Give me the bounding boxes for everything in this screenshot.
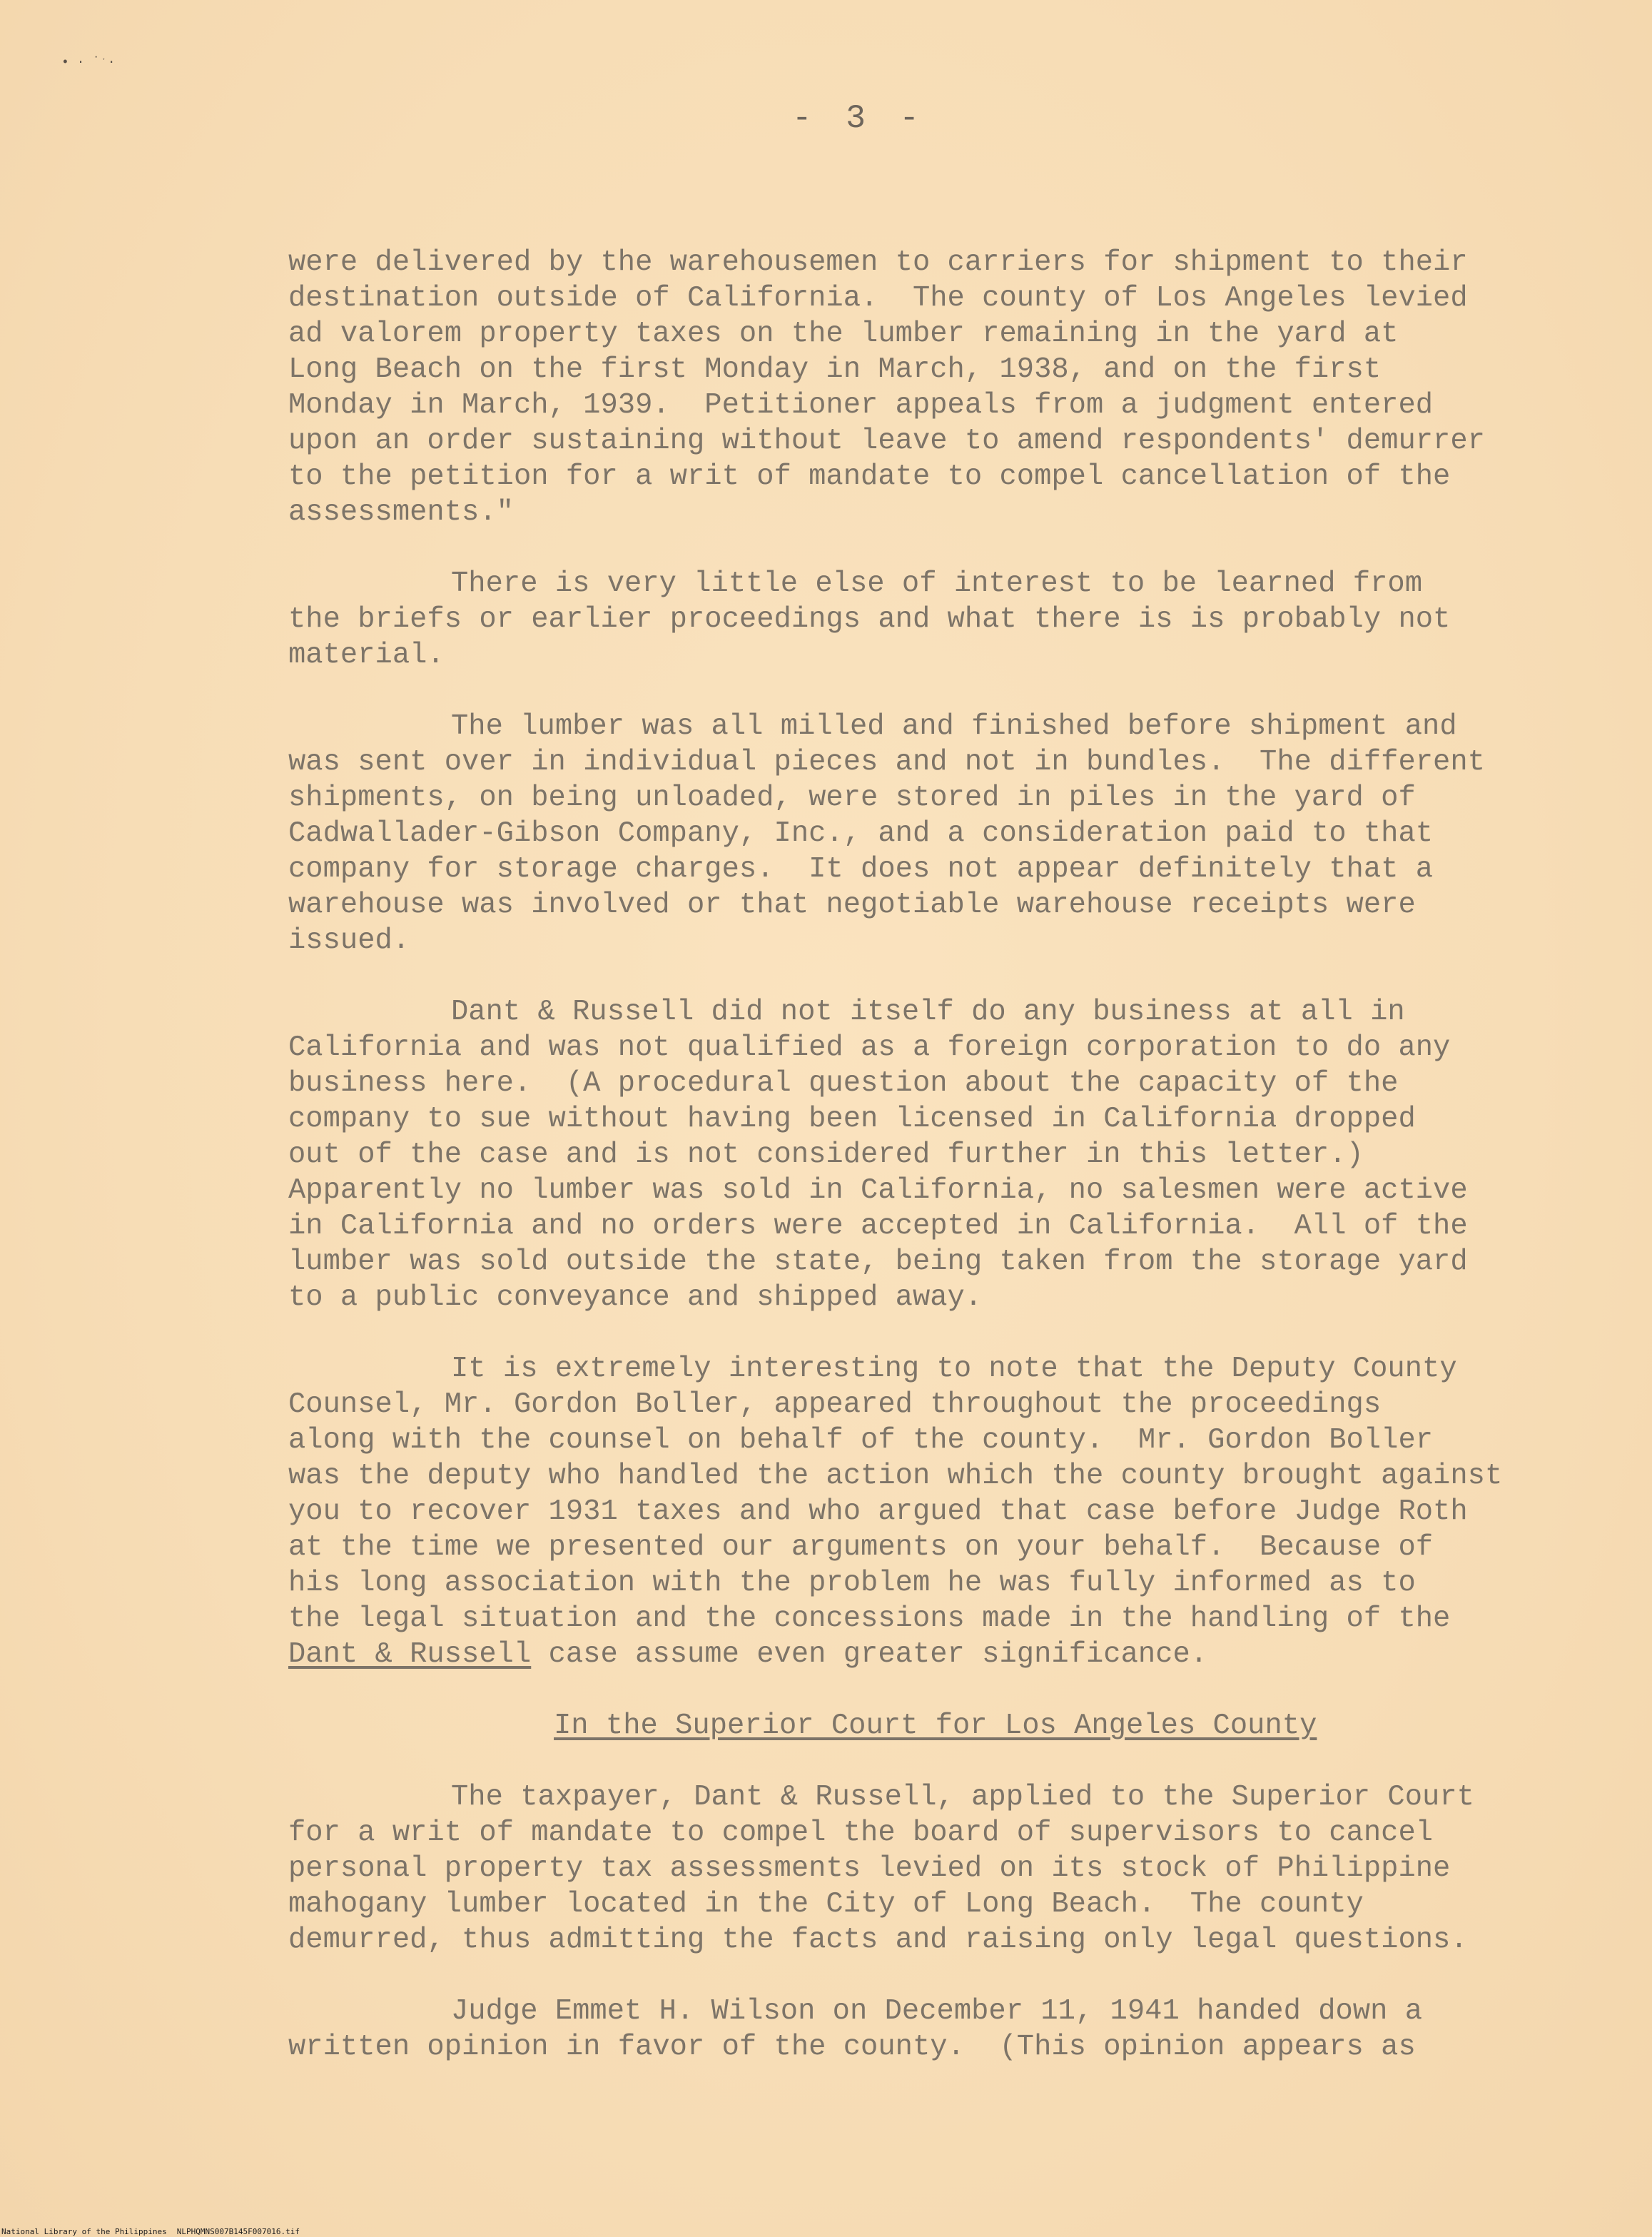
text-line: ad valorem property taxes on the lumber remaining in the yard at [288, 318, 1399, 350]
text-line: you to recover 1931 taxes and who argued that case before Judge Roth [288, 1495, 1468, 1528]
text-line: to a public conveyance and shipped away. [288, 1281, 983, 1314]
paragraph [288, 566, 1573, 673]
paragraph [288, 245, 1573, 530]
text-line: warehouse was involved or that negotiable warehouse receipts were [288, 889, 1416, 921]
text-line: Long Beach on the first Monday in March, 1938, and on the first [288, 353, 1382, 386]
text-line: the briefs or earlier proceedings and what there is is probably not [288, 603, 1451, 636]
text-line: Dant & Russell did not itself do any business at all in [451, 996, 1405, 1029]
text-line: material. [288, 639, 445, 672]
page-number: - 3 - [792, 100, 927, 137]
paragraph [288, 1779, 1573, 1958]
text-line: the legal situation and the concessions made in the handling of the [288, 1602, 1451, 1635]
paragraph [288, 1351, 1573, 1672]
text-line: destination outside of California. The county of Los Angeles levied [288, 282, 1468, 315]
text-line: were delivered by the warehousemen to carriers for shipment to their [288, 246, 1468, 279]
letter-body [288, 245, 1573, 2065]
paragraph [288, 709, 1573, 959]
paragraph [288, 1994, 1573, 2065]
text-line: lumber was sold outside the state, being taken from the storage yard [288, 1246, 1468, 1278]
text-line: along with the counsel on behalf of the county. Mr. Gordon Boller [288, 1424, 1434, 1457]
footer-source: National Library of the Philippines [1, 2227, 167, 2236]
text-line: his long association with the problem he was fully informed as to [288, 1567, 1416, 1600]
paragraph [288, 994, 1573, 1316]
text-line: personal property tax assessments levied on its stock of Philippine [288, 1852, 1451, 1885]
text-line: The lumber was all milled and finished before shipment and [451, 710, 1457, 743]
text-line: in California and no orders were accepted in California. All of the [288, 1210, 1468, 1243]
text-line: upon an order sustaining without leave to amend respondents' demurrer [288, 425, 1485, 458]
text-line: shipments, on being unloaded, were stored in piles in the yard of [288, 782, 1416, 814]
text-line: out of the case and is not considered further in this letter.) [288, 1138, 1364, 1171]
text-line: demurred, thus admitting the facts and raising only legal questions. [288, 1924, 1468, 1956]
text-line: assessments." [288, 496, 514, 529]
text-line: Monday in March, 1939. Petitioner appeals from a judgment entered [288, 389, 1434, 422]
paper-marks: • · ˙ˑ· [61, 56, 116, 70]
text-line: The taxpayer, Dant & Russell, applied to the Superior Court [451, 1781, 1474, 1814]
text-line: mahogany lumber located in the City of Long Beach. The county [288, 1888, 1364, 1921]
text-line: It is extremely interesting to note that the Deputy County [451, 1353, 1457, 1385]
text-line: written opinion in favor of the county. (This opinion appears as [288, 2031, 1416, 2064]
text-line [288, 1637, 1573, 1672]
text-fragment: case assume even greater significance. [531, 1638, 1208, 1671]
text-line: Cadwallader-Gibson Company, Inc., and a consideration paid to that [288, 817, 1434, 850]
text-line: Judge Emmet H. Wilson on December 11, 1941 handed down a [451, 1995, 1423, 2028]
text-line: company to sue without having been licensed in California dropped [288, 1103, 1416, 1136]
text-line: California and was not qualified as a foreign corporation to do any [288, 1031, 1451, 1064]
text-line: for a writ of mandate to compel the board of supervisors to cancel [288, 1817, 1434, 1849]
text-line: was the deputy who handled the action which the county brought against [288, 1460, 1503, 1493]
section-heading: In the Superior Court for Los Angeles County [554, 1710, 1317, 1742]
text-line: issued. [288, 924, 410, 957]
text-line: There is very little else of interest to be learned from [451, 567, 1423, 600]
text-line: company for storage charges. It does not appear definitely that a [288, 853, 1434, 886]
text-line: business here. (A procedural question about the capacity of the [288, 1067, 1399, 1100]
case-name-underlined: Dant & Russell [288, 1638, 532, 1671]
text-line: Apparently no lumber was sold in California, no salesmen were active [288, 1174, 1468, 1207]
scan-footer [1, 2227, 310, 2236]
text-line: Counsel, Mr. Gordon Boller, appeared throughout the proceedings [288, 1388, 1382, 1421]
footer-filename: NLPHQMNS007B145F007016.tif [176, 2227, 300, 2236]
text-line: at the time we presented our arguments on your behalf. Because of [288, 1531, 1434, 1564]
text-line: was sent over in individual pieces and not in bundles. The different [288, 746, 1485, 779]
text-line: to the petition for a writ of mandate to compel cancellation of the [288, 460, 1451, 493]
